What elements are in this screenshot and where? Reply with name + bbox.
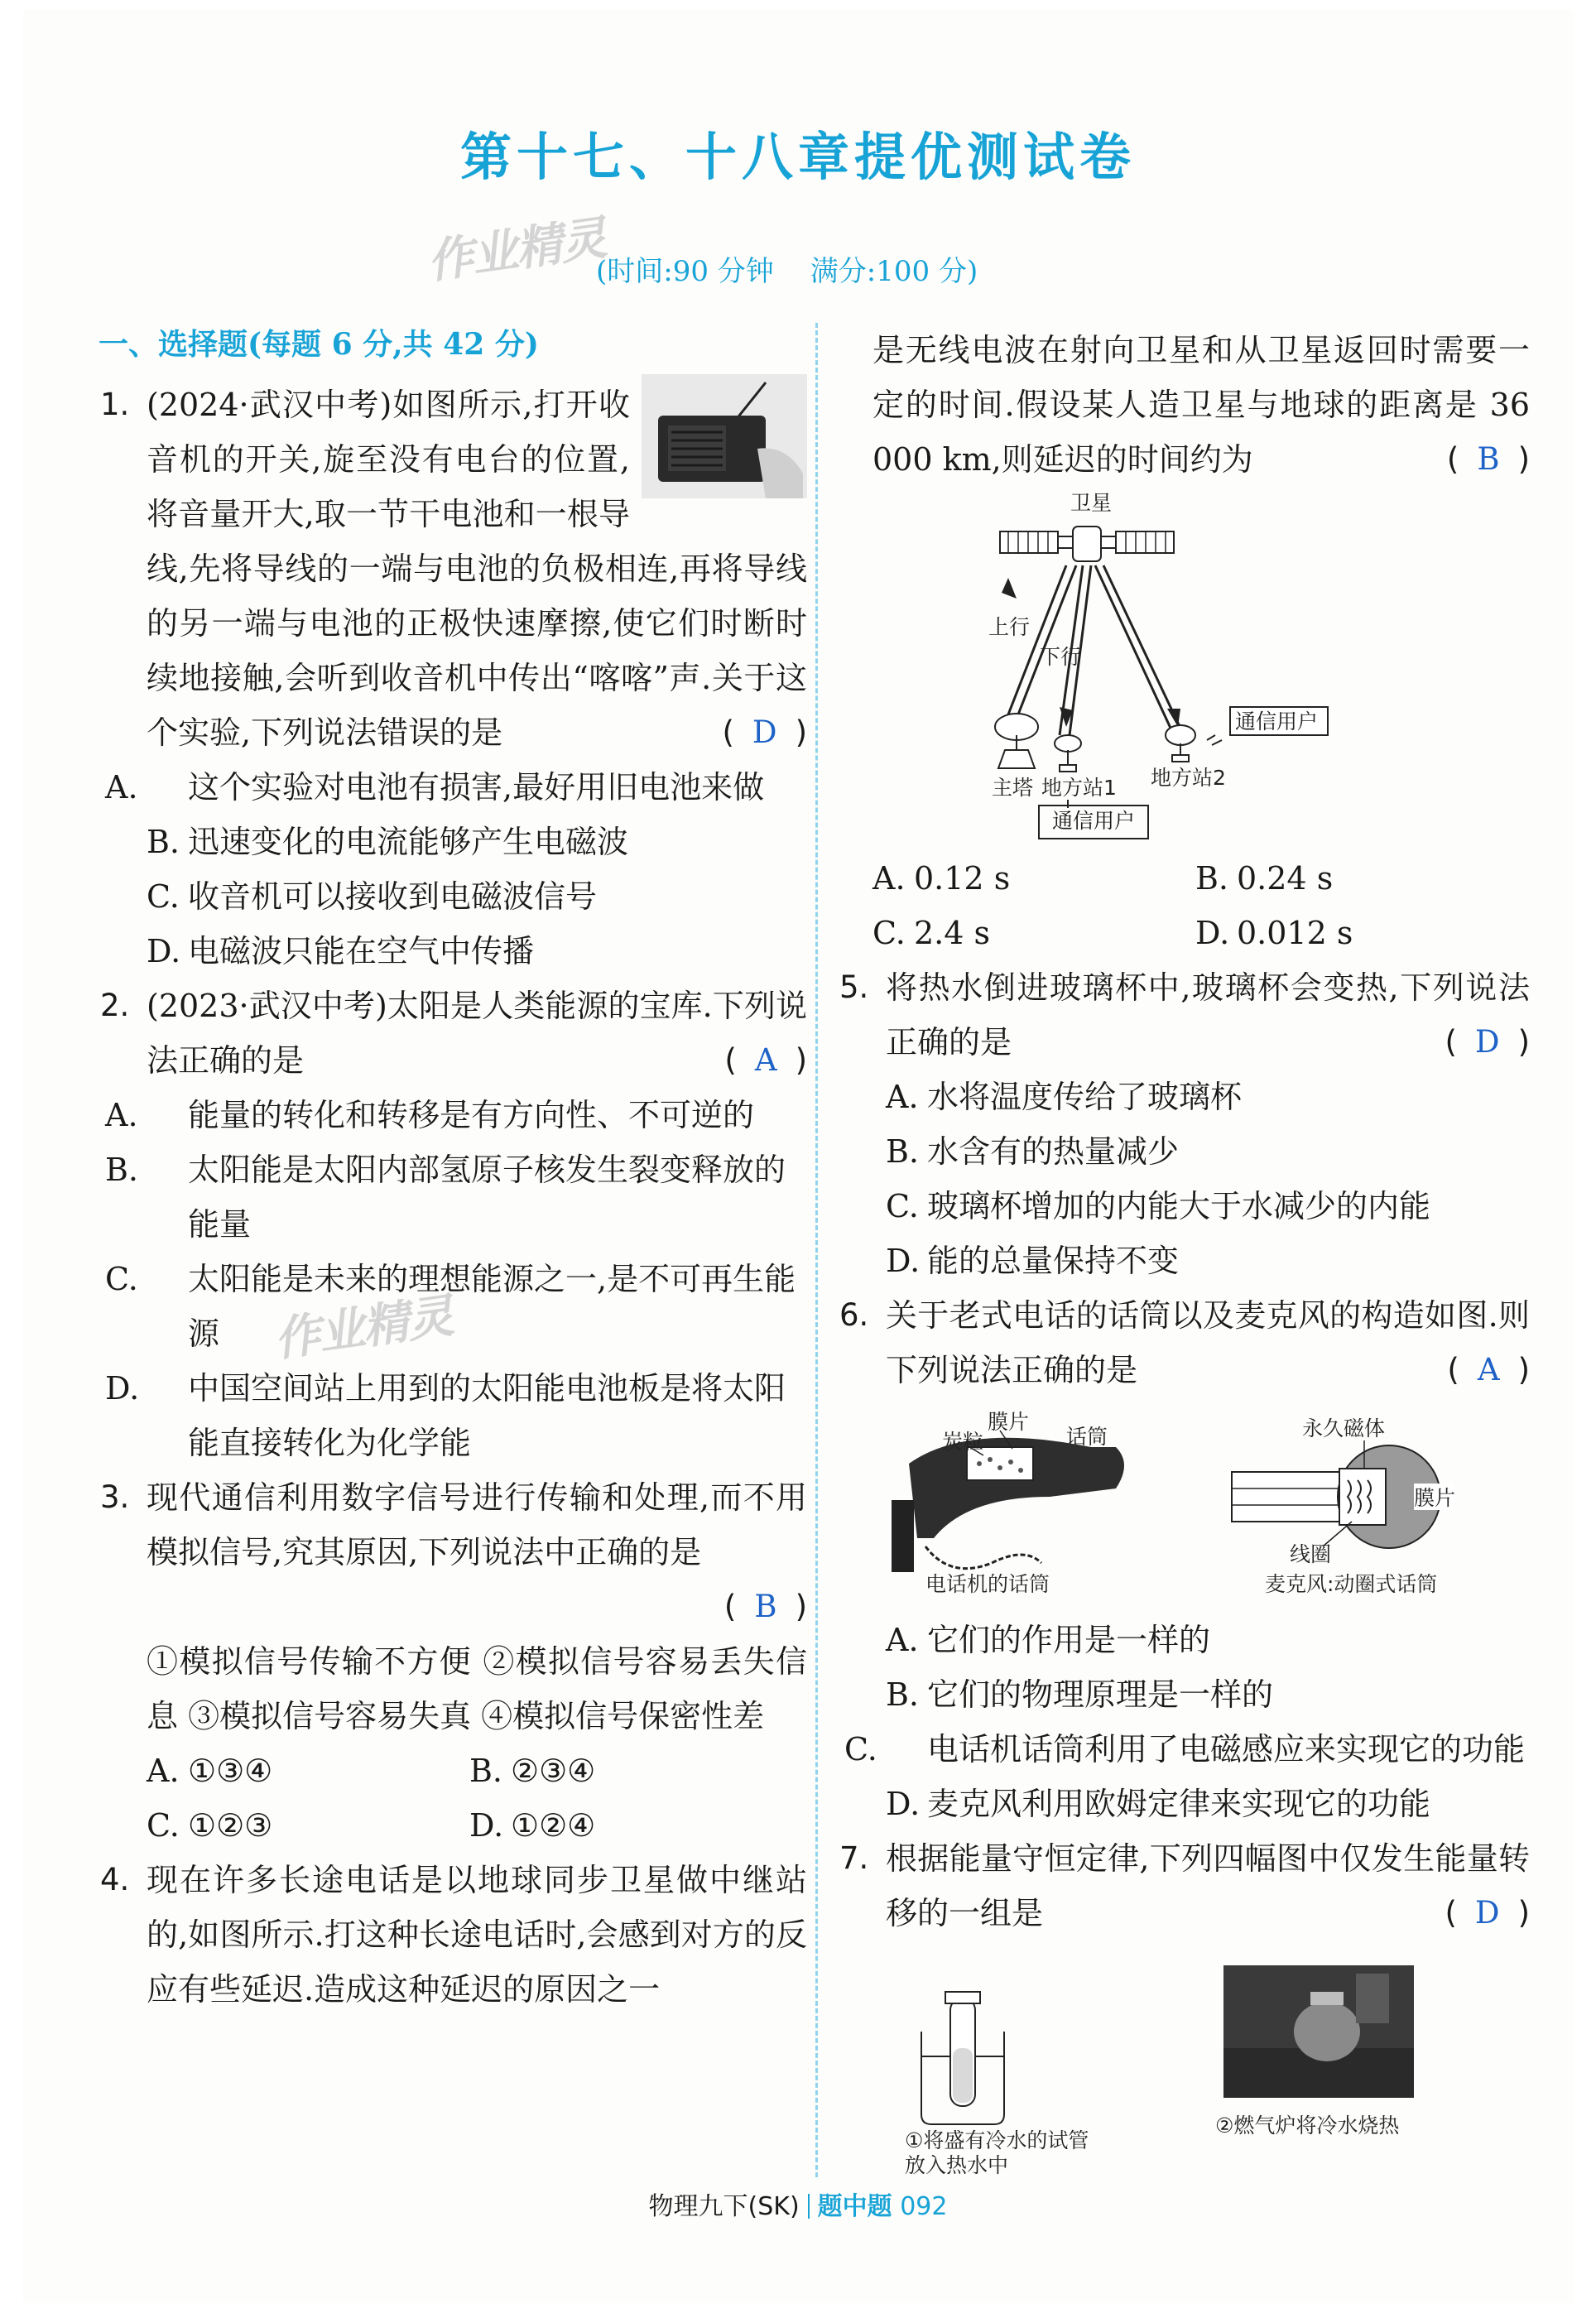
question-number: 5. xyxy=(839,969,869,1005)
question-stem xyxy=(843,1831,1530,1940)
downlink-label: 下行 xyxy=(1040,645,1082,669)
magnet-label: 永久磁体 xyxy=(1302,1416,1386,1440)
option-a xyxy=(147,1743,469,1798)
option-text: 它们的物理原理是一样的 xyxy=(927,1676,1274,1713)
option-d xyxy=(843,1777,1530,1831)
question-text: (2024·武汉中考)如图所示,打开收音机的开关,旋至没有电台的位置,将音量开大,取一节干电池和一根导线,先将导线的一端与电池的负极相连,再将导线的另一端与电池的正极快速摩擦,使它们时断时续地接触,会听到收音机中传出“喀喀”声.关于这个实验,下列说法错误的是 xyxy=(147,387,807,751)
option-label: D. xyxy=(469,1807,504,1844)
telephone-microphone-figure xyxy=(843,1397,1530,1596)
option-text: 迅速变化的电流能够产生电磁波 xyxy=(188,824,629,860)
question-stem xyxy=(103,378,807,760)
option-c xyxy=(843,1179,1530,1234)
answer: A xyxy=(754,1042,777,1078)
option-label: B. xyxy=(886,1133,920,1170)
option-label: D. xyxy=(147,933,181,969)
page-footer xyxy=(0,2186,1596,2222)
option-label: C. xyxy=(844,1731,877,1767)
option-text: 它们的作用是一样的 xyxy=(927,1622,1211,1658)
station1-label: 地方站1 xyxy=(1041,776,1117,800)
option-text: 能的总量保持不变 xyxy=(927,1243,1180,1279)
question-stem xyxy=(103,979,807,1088)
answer: B xyxy=(1477,441,1500,477)
mouthpiece-label: 话筒 xyxy=(1066,1425,1108,1449)
option-label: A. xyxy=(886,1622,919,1658)
option-label: D. xyxy=(886,1243,921,1279)
option-text: ②③④ xyxy=(511,1753,596,1789)
satellite-figure xyxy=(843,487,1530,810)
question-stem xyxy=(843,323,1530,487)
option-label: A. xyxy=(886,1079,919,1115)
watermark: 作业精灵 xyxy=(424,211,609,290)
question-stem xyxy=(843,1288,1530,1397)
question-number: 6. xyxy=(839,1297,869,1333)
satellite-label: 卫星 xyxy=(1070,491,1113,515)
right-column xyxy=(839,323,1530,2181)
option-text: 0.24 s xyxy=(1237,860,1334,897)
page-number: 092 xyxy=(900,2192,948,2221)
answer-bracket: ( B ) xyxy=(1446,441,1530,477)
answer-bracket: ( A ) xyxy=(1447,1352,1530,1387)
figure1-caption-line1: ①将盛有冷水的试管 xyxy=(905,2128,1089,2152)
option-label: D. xyxy=(886,1786,921,1822)
question-4-continued xyxy=(843,323,1530,960)
option-d xyxy=(1195,906,1518,960)
coil-label: 线圈 xyxy=(1290,1542,1332,1566)
answer-bracket: ( A ) xyxy=(724,1042,807,1078)
option-b xyxy=(843,1124,1530,1179)
figure2-caption: ②燃气炉将冷水烧热 xyxy=(1215,2114,1400,2138)
diaphragm-label-1: 膜片 xyxy=(988,1410,1030,1434)
option-b xyxy=(843,1667,1530,1722)
main-tower-label: 主塔 xyxy=(992,776,1034,800)
carbon-label: 炭粒 xyxy=(942,1430,984,1454)
option-text: 太阳能是太阳内部氢原子核发生裂变释放的能量 xyxy=(188,1152,786,1243)
option-label: C. xyxy=(105,1261,138,1297)
options-row-1 xyxy=(103,1743,807,1798)
question-text: 将热水倒进玻璃杯中,玻璃杯会变热,下列说法正确的是 xyxy=(886,969,1530,1060)
option-label: D. xyxy=(105,1370,140,1407)
option-text: 太阳能是未来的理想能源之一,是不可再生能源 xyxy=(188,1261,796,1352)
footer-divider xyxy=(808,2194,810,2219)
option-text: 中国空间站上用到的太阳能电池板是将太阳能直接转化为化学能 xyxy=(188,1370,786,1461)
option-text: 能量的转化和转移是有方向性、不可逆的 xyxy=(188,1097,755,1133)
station2-label: 地方站2 xyxy=(1151,766,1226,790)
option-label: C. xyxy=(147,878,180,915)
question-text: 根据能量守恒定律,下列四幅图中仅发生能量转移的一组是 xyxy=(886,1840,1530,1931)
option-text: 水将温度传给了玻璃杯 xyxy=(927,1079,1243,1115)
brand-name: 题中题 xyxy=(817,2192,892,2221)
answer-bracket: ( D ) xyxy=(1445,1895,1530,1931)
exam-score: 满分:100 分) xyxy=(810,255,978,288)
answer-bracket: ( D ) xyxy=(722,714,807,750)
question-1 xyxy=(100,378,807,979)
column-divider xyxy=(815,323,818,2177)
section-heading: 一、选择题(每题 6 分,共 42 分) xyxy=(99,327,539,362)
option-d xyxy=(103,924,807,979)
option-b xyxy=(103,1142,807,1252)
options-row-2 xyxy=(103,1798,807,1853)
option-label: A. xyxy=(873,860,906,897)
question-text: 是无线电波在射向卫星和从卫星返回时需要一定的时间.假设某人造卫星与地球的距离是 36 000 km,则延迟的时间约为 xyxy=(873,332,1530,478)
option-text: 这个实验对电池有损害,最好用旧电池来做 xyxy=(188,769,765,806)
option-b xyxy=(103,815,807,869)
option-label: B. xyxy=(1195,860,1229,897)
options-row-2 xyxy=(843,906,1530,960)
radio-photo xyxy=(642,374,807,498)
answer: B xyxy=(754,1589,777,1624)
option-a xyxy=(843,1070,1530,1124)
option-label: A. xyxy=(105,1097,138,1133)
answer: D xyxy=(752,714,777,750)
option-label: D. xyxy=(1195,915,1230,951)
exam-time: (时间:90 分钟 xyxy=(596,255,774,288)
option-text: 麦克风利用欧姆定律来实现它的功能 xyxy=(927,1786,1431,1822)
statements: ①模拟信号传输不方便 ②模拟信号容易丢失信息 ③模拟信号容易失真 ④模拟信号保密性差 xyxy=(147,1643,807,1734)
microphone-caption: 麦克风:动圈式话筒 xyxy=(1265,1572,1438,1596)
question-number: 7. xyxy=(839,1840,869,1876)
user1-box: 通信用户 xyxy=(1038,805,1149,839)
watermark-2: 作业精灵 xyxy=(271,1289,456,1368)
option-text: 0.012 s xyxy=(1237,915,1353,951)
option-c xyxy=(873,906,1195,960)
question-7 xyxy=(839,1831,1530,2181)
option-d xyxy=(843,1234,1530,1288)
figure1-caption-line2: 放入热水中 xyxy=(905,2153,1009,2177)
exam-info xyxy=(596,248,1014,289)
option-c xyxy=(843,1722,1530,1777)
option-label: B. xyxy=(105,1152,139,1188)
question-text: (2023·武汉中考)太阳是人类能源的宝库.下列说法正确的是 xyxy=(147,988,807,1079)
question-number: 3. xyxy=(100,1479,130,1515)
option-label: B. xyxy=(147,824,180,860)
telephone-caption: 电话机的话筒 xyxy=(925,1572,1050,1596)
book-name: 物理九下(SK) xyxy=(648,2192,800,2221)
answer: A xyxy=(1477,1352,1500,1387)
question-number: 4. xyxy=(100,1862,130,1897)
uplink-label: 上行 xyxy=(988,615,1031,639)
option-a xyxy=(103,1088,807,1142)
option-text: 电话机话筒利用了电磁感应来实现它的功能 xyxy=(927,1731,1526,1767)
option-text: 0.12 s xyxy=(914,860,1011,897)
option-text: 2.4 s xyxy=(914,915,991,951)
option-d xyxy=(469,1798,792,1853)
question-5 xyxy=(839,960,1530,1288)
question-4 xyxy=(100,1853,807,2017)
question-text: 关于老式电话的话筒以及麦克风的构造如图.则下列说法正确的是 xyxy=(886,1297,1530,1388)
option-b xyxy=(469,1743,792,1798)
question-stem xyxy=(103,1470,807,1634)
option-label: B. xyxy=(886,1676,920,1713)
option-text: ①②④ xyxy=(511,1807,596,1844)
option-text: 电磁波只能在空气中传播 xyxy=(188,933,535,969)
option-c xyxy=(103,869,807,924)
question-stem: 现在许多长途电话是以地球同步卫星做中继站的,如图所示.打这种长途电话时,会感到对方的反应有些延迟.造成这种延迟的原因之一 xyxy=(147,1862,807,2008)
question-text: 现代通信利用数字信号进行传输和处理,而不用模拟信号,究其原因,下列说法中正确的是 xyxy=(147,1479,807,1570)
option-d xyxy=(103,1361,807,1470)
option-text: ①②③ xyxy=(188,1807,273,1844)
option-text: 玻璃杯增加的内能大于水减少的内能 xyxy=(927,1188,1431,1224)
page-title: 第十七、十八章提优测试卷 xyxy=(459,127,1136,187)
option-text: ①③④ xyxy=(188,1753,273,1789)
option-label: B. xyxy=(469,1753,503,1789)
option-text: 收音机可以接收到电磁波信号 xyxy=(188,878,598,915)
diaphragm-label-2: 膜片 xyxy=(1414,1486,1456,1510)
option-a xyxy=(103,760,807,815)
option-a xyxy=(843,1613,1530,1667)
question-stem xyxy=(843,960,1530,1070)
user2-label: 通信用户 xyxy=(1235,709,1319,733)
option-label: A. xyxy=(147,1753,180,1789)
energy-figures xyxy=(843,1940,1530,2177)
option-label: C. xyxy=(886,1188,919,1224)
option-label: C. xyxy=(147,1807,180,1844)
left-column xyxy=(99,323,807,2017)
answer-bracket: ( D ) xyxy=(1445,1024,1530,1060)
answer-bracket: ( B ) xyxy=(723,1589,807,1624)
question-3 xyxy=(100,1470,807,1853)
satellite-diagram xyxy=(843,487,1530,810)
answer: D xyxy=(1474,1024,1500,1060)
option-text: 水含有的热量减少 xyxy=(927,1133,1180,1170)
option-label: C. xyxy=(873,915,906,951)
question-2 xyxy=(100,979,807,1470)
question-number: 2. xyxy=(100,988,130,1023)
answer: D xyxy=(1474,1895,1500,1931)
options-row-1 xyxy=(843,851,1530,906)
option-c xyxy=(147,1798,469,1853)
option-b xyxy=(1195,851,1518,906)
question-number: 1. xyxy=(100,387,130,422)
option-a xyxy=(873,851,1195,906)
option-label: A. xyxy=(105,769,138,806)
question-6 xyxy=(839,1288,1530,1831)
